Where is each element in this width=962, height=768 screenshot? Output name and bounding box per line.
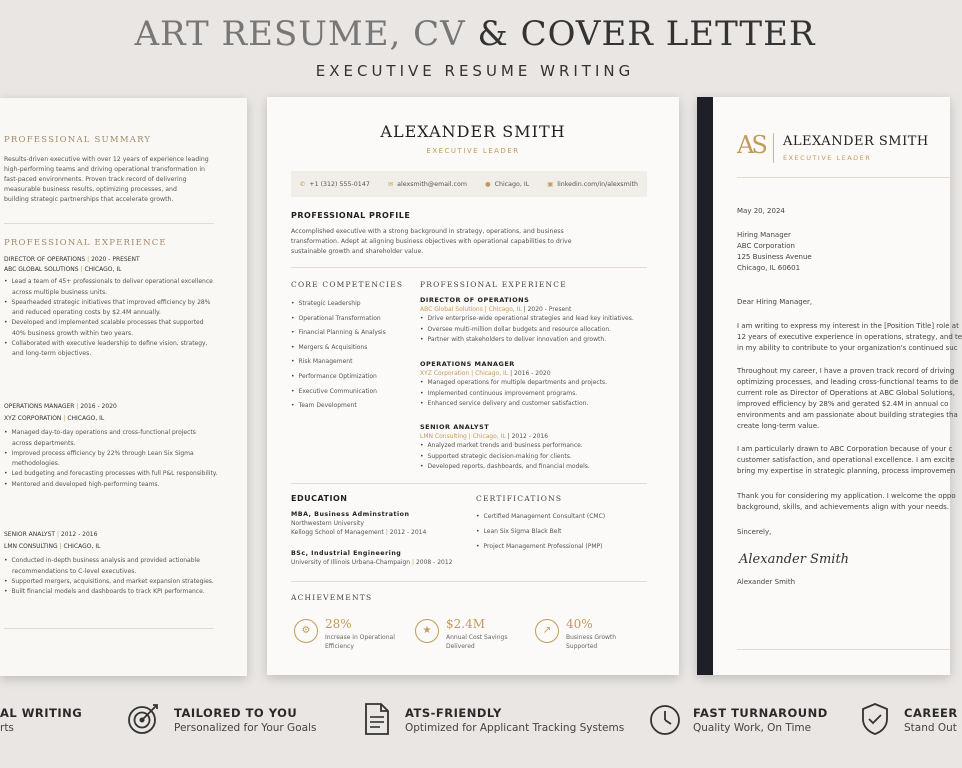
divider: [291, 267, 647, 268]
competencies-list: • Strategic Leadership • Operational Transformation • Financial Planning & Analysis • Mergers & Acquisitions • Risk Management • Performance Optimization • Executive Communication • Team Development: [291, 297, 386, 414]
shield-check-icon: [858, 702, 892, 736]
clock-icon: [648, 702, 682, 736]
summary-text: Results-driven executive with over 12 years of experience leading high-performing teams and driving operational transformation in fast-paced environments. Proven track record of delivering measurable business results, optimizing processes, and building strategic partnerships that accelerate growth.: [4, 156, 209, 203]
banner-subtitle: EXECUTIVE RESUME WRITING: [315, 62, 635, 80]
divider: [291, 483, 647, 484]
divider: [773, 133, 774, 163]
certifications-heading: CERTIFICATIONS: [476, 494, 563, 503]
education-heading: EDUCATION: [291, 494, 348, 503]
linkedin-icon: ▣: [547, 180, 554, 188]
profile-heading: PROFESSIONAL PROFILE: [291, 211, 411, 220]
divider: [737, 177, 950, 178]
medal-icon: ★: [415, 619, 439, 643]
job-entry: DIRECTOR OF OPERATIONS ABC Global Solutions | Chicago, IL | 2020 - Present • Drive enterprise-wide operational strategies and lead key initiatives. • Oversee multi-million dollar budgets and resource allocation. • Partner with stakeholders to deliver innovation and growth.: [420, 296, 634, 346]
education-entry: MBA, Business Adminstration Northwestern University Kellogg School of Management | 2012 - 2014: [291, 511, 427, 536]
education-entry: BSc, Industrial Engineering University of Illinois Urbana-Champaign | 2008 - 2012: [291, 550, 453, 566]
closing: Sincerely,: [737, 528, 772, 536]
gear-icon: ⚙: [294, 619, 318, 643]
job-entry: DIRECTOR OF OPERATIONS | 2020 - PRESENT ABC GLOBAL SOLUTIONS | CHICAGO, IL • Lead a team of 45+ professionals to deliver operational excellence across multiple business units. • Spearheaded strategic initiatives that improved efficiency by 28% and reduced operating costs by $2.4M annually. • Developed and implemented scalable processes that supported 40% business growth within two years. • Collaborated with executive leadership to define vision, strategy, and long-term objectives.: [4, 256, 213, 359]
summary-heading: PROFESSIONAL SUMMARY: [4, 135, 152, 145]
divider: [737, 649, 950, 650]
job-entry: SENIOR ANALYST | 2012 - 2016 LMN CONSULTING | CHICAGO, IL • Conducted in-depth business analysis and provided actionable recommendations to C-level executives. • Supported mergers, acquisitions, and market expansion strategies. • Built financial models and dashboards to track KPI performance.: [4, 531, 214, 598]
resume-role: EXECUTIVE LEADER: [426, 147, 520, 155]
mail-icon: ✉: [387, 180, 394, 188]
divider: [291, 581, 647, 582]
target-icon: [126, 702, 160, 736]
contact-email: ✉ alexsmith@email.com: [387, 180, 468, 188]
recipient-block: Hiring Manager ABC Corporation 125 Business Avenue Chicago, IL 60601: [737, 231, 812, 272]
contact-bar: [291, 171, 647, 197]
letter-role: EXECUTIVE LEADER: [783, 154, 872, 162]
job-entry: SENIOR ANALYST LMN Consulting | Chicago, IL | 2012 - 2016 • Analyzed market trends and business performance. • Supported strategic decision-making for clients. • Developed reports, dashboards, and financial models.: [420, 423, 590, 473]
experience-heading: PROFESSIONAL EXPERIENCE: [4, 238, 167, 248]
achievement-item: ↗ 40% Business Growth Supported: [535, 617, 655, 653]
achievements-heading: ACHIEVEMENTS: [291, 593, 373, 602]
letter-paragraph: I am writing to express my interest in the [Position Title] role at 12 years of executive experience in operations, strategy, and te in my ability to contribute to your organization's continued suc: [737, 322, 962, 352]
phone-icon: ✆: [300, 180, 306, 188]
job-entry: OPERATIONS MANAGER XYZ Corporation | Chicago, IL | 2016 - 2020 • Managed operations for multiple departments and projects. • Implemented continuous improvement programs. • Enhanced service delivery and customer satisfaction.: [420, 360, 607, 410]
experience-heading: PROFESSIONAL EXPERIENCE: [420, 280, 567, 289]
sidebar-accent: [697, 97, 713, 675]
resume-name: ALEXANDER SMITH: [380, 122, 566, 141]
feature-item: CAREER Stand Out: [858, 700, 950, 750]
letter-paragraph: I am particularly drawn to ABC Corporation because of your c customer satisfaction, and operational excellence. I am excite bring my expertise in strategic planning, process improvemen: [737, 445, 956, 475]
signature: Alexander Smith: [739, 552, 850, 567]
achievement-item: ⚙ 28% Increase in Operational Efficiency: [294, 617, 414, 653]
contact-phone: ✆ +1 (312) 555-0147: [300, 180, 370, 188]
growth-icon: ↗: [535, 619, 559, 643]
resume-page-left: [0, 98, 247, 676]
competencies-heading: CORE COMPETENCIES: [291, 280, 404, 289]
contact-location: ● Chicago, IL: [485, 180, 530, 188]
resume-page-center: [267, 97, 679, 675]
banner-title: ART RESUME, CV & COVER LETTER: [134, 14, 816, 54]
job-entry: OPERATIONS MANAGER | 2016 - 2020 XYZ CORPORATION | CHICAGO, IL • Managed day-to-day operations and cross-functional projects across departments. • Improved process efficiency by 22% through Lean Six Sigma methodologies. • Led budgeting and forecasting processes with full P&L responsibility. • Mentored and developed high-performing teams.: [4, 403, 217, 490]
letter-date: May 20, 2024: [737, 207, 785, 215]
letter-paragraph: Throughout my career, I have a proven track record of driving optimizing processes, and leading cross-functional teams to de current role as Director of Operations at ABC Global Solutions, improved efficiency by 28% and gerated $2.4M in annual co environments and am passionate about building strategies tha create long-term value.: [737, 367, 959, 430]
monogram-logo: AS: [737, 131, 765, 159]
divider: [4, 628, 214, 629]
document-icon: [359, 702, 393, 736]
salutation: Dear Hiring Manager,: [737, 298, 813, 306]
location-pin-icon: ●: [485, 180, 491, 188]
achievement-item: ★ $2.4M Annual Cost Savings Delivered: [415, 617, 535, 653]
divider: [4, 223, 214, 224]
letter-name: ALEXANDER SMITH: [783, 134, 929, 149]
profile-text: Accomplished executive with a strong background in strategy, operations, and business transformation. Adept at aligning business objectives with operational capabilities to drive sustainable growth and shareholder value.: [291, 228, 572, 255]
signed-name: Alexander Smith: [737, 578, 796, 586]
cover-letter-page: [697, 97, 962, 675]
letter-paragraph: Thank you for considering my application. I welcome the oppo background, skills, and achievements align with your needs.: [737, 492, 956, 511]
certifications-list: • Certified Management Consultant (CMC) • Lean Six Sigma Black Belt • Project Management Professional (PMP): [476, 509, 605, 554]
contact-linkedin: ▣ linkedin.com/in/alexsmith: [547, 180, 638, 188]
